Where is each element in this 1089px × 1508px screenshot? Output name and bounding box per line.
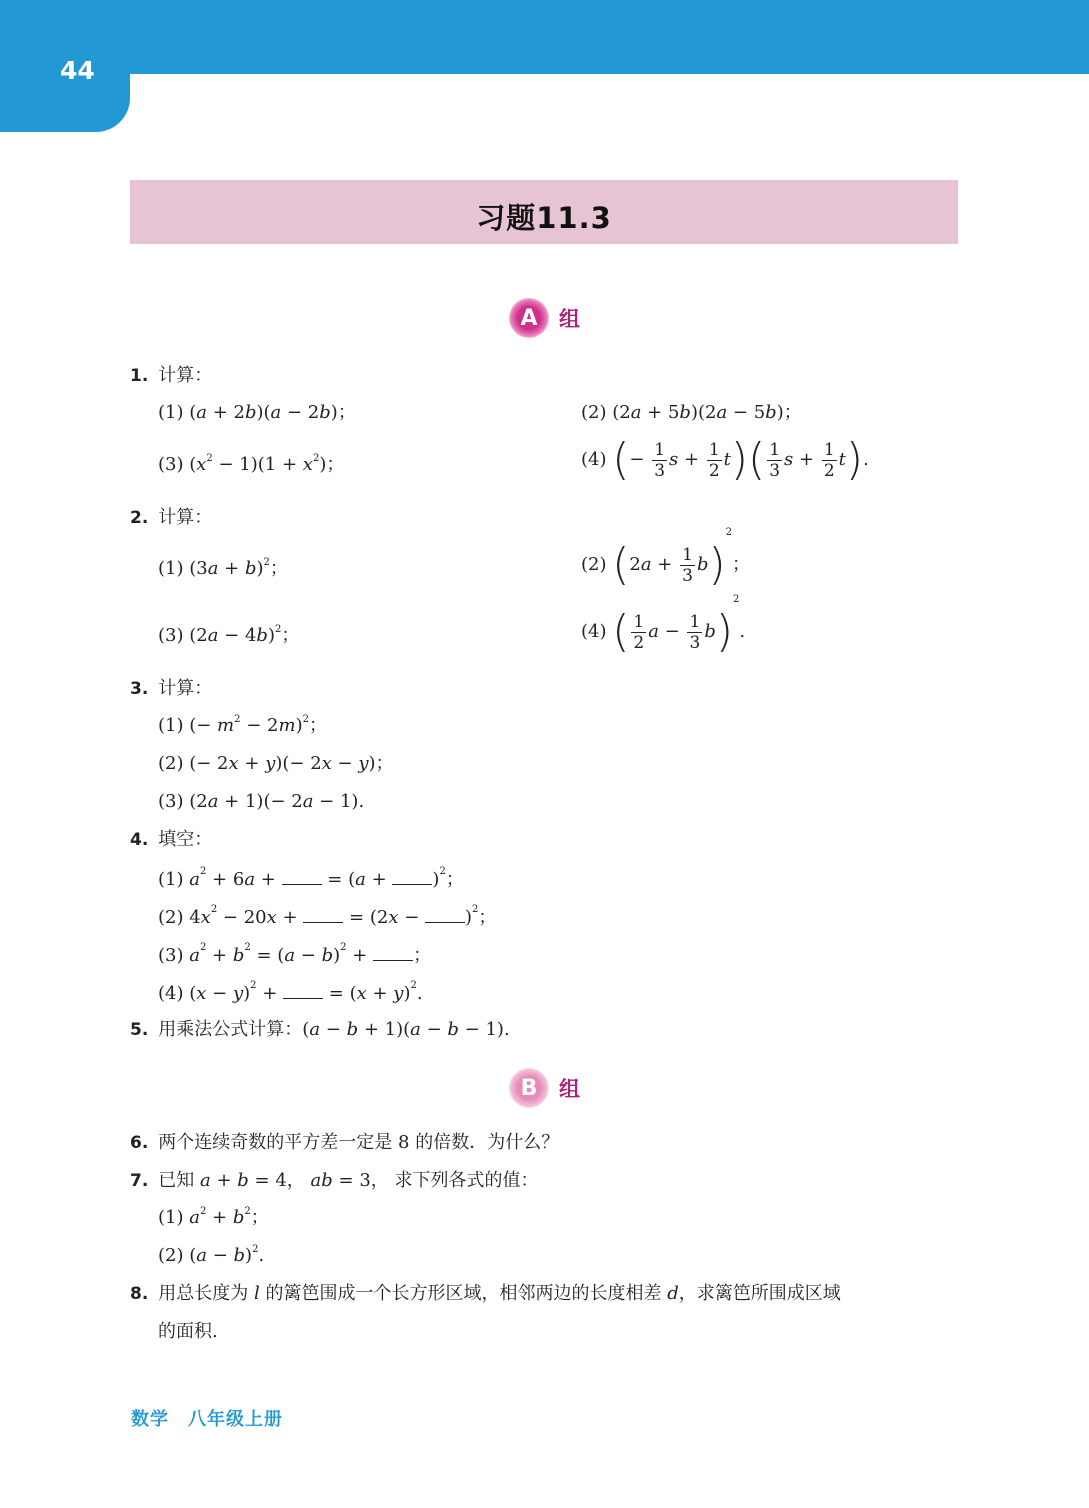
- q1-item-4: (4) (− $\frac{1}{3}$ s + $\frac{1}{2}$ t)( $\frac{1}{3}$ s + $\frac{1}{2}$ t).: [581, 434, 869, 485]
- q2-item-3: (3) $(2a - 4b)^2$；: [158, 624, 300, 646]
- q2-item-2: (2) (2a + $\frac{1}{3}$ b)$^2$；: [581, 527, 751, 590]
- question-3: 3. 计算：: [130, 678, 213, 699]
- q4-item-4: (4) $(x - y)^2$ + = $(x + y)^2$.: [158, 980, 423, 1004]
- section-title-bar: [130, 180, 958, 244]
- q7-item-2: (2) $(a - b)^2$.: [158, 1244, 265, 1266]
- page-number: 44: [60, 56, 95, 85]
- question-6: 6. 两个连续奇数的平方差一定是 8 的倍数．为什么？: [130, 1132, 560, 1153]
- q1-item-3: (3) $(x^2 - 1)(1 + x^2)$；: [158, 453, 345, 475]
- group-a-badge: A: [509, 298, 549, 338]
- q4-item-2: (2) $4x^2 - 20x$ + = $(2x - )^2$；: [158, 904, 497, 928]
- group-a-header: [0, 298, 1089, 338]
- q4-item-1: (1) $a^2 + 6a$ + = $(a + )^2$；: [158, 866, 464, 890]
- group-a-label: 组: [559, 307, 580, 331]
- question-8-cont: 的面积.: [158, 1321, 218, 1342]
- q4-item-3: (3) $a^2 + b^2 = (a - b)^2$ + ；: [158, 942, 432, 966]
- q3-item-3: (3) (2a + 1)(− 2a − 1).: [158, 791, 365, 812]
- section-title: 习题11.3: [476, 201, 612, 235]
- q7-item-1: (1) $a^2 + b^2$；: [158, 1206, 269, 1228]
- question-1: 1. 计算：: [130, 365, 213, 386]
- q2-item-1: (1) $(3a + b)^2$；: [158, 557, 288, 579]
- q1-item-2: (2) (2a + 5b)(2a − 5b)；: [581, 402, 802, 423]
- question-8: 8. 用总长度为 l 的篱笆围成一个长方形区域，相邻两边的长度相差 d，求篱笆所围成区域: [130, 1283, 841, 1304]
- q3-item-2: (2) (− 2x + y)(− 2x − y)；: [158, 753, 394, 774]
- question-5: 5. 用乘法公式计算：(a − b + 1)(a − b − 1).: [130, 1019, 510, 1040]
- q2-item-4: (4) ( $\frac{1}{2}$ a − $\frac{1}{3}$ b)$^2$.: [581, 594, 746, 657]
- q3-item-1: (1) (− $m^2 - 2m)^2$；: [158, 714, 327, 736]
- top-bar: [0, 0, 1089, 74]
- group-b-badge: B: [509, 1068, 549, 1108]
- question-7: 7. 已知 a + b = 4， ab = 3， 求下列各式的值：: [130, 1170, 539, 1191]
- group-b-header: [0, 1068, 1089, 1108]
- question-2: 2. 计算：: [130, 507, 213, 528]
- footer-book-title: 数学 八年级上册: [131, 1409, 283, 1430]
- q1-item-1: (1) (a + 2b)(a − 2b)；: [158, 402, 356, 423]
- group-b-label: 组: [559, 1077, 580, 1101]
- question-4: 4. 填空：: [130, 829, 213, 850]
